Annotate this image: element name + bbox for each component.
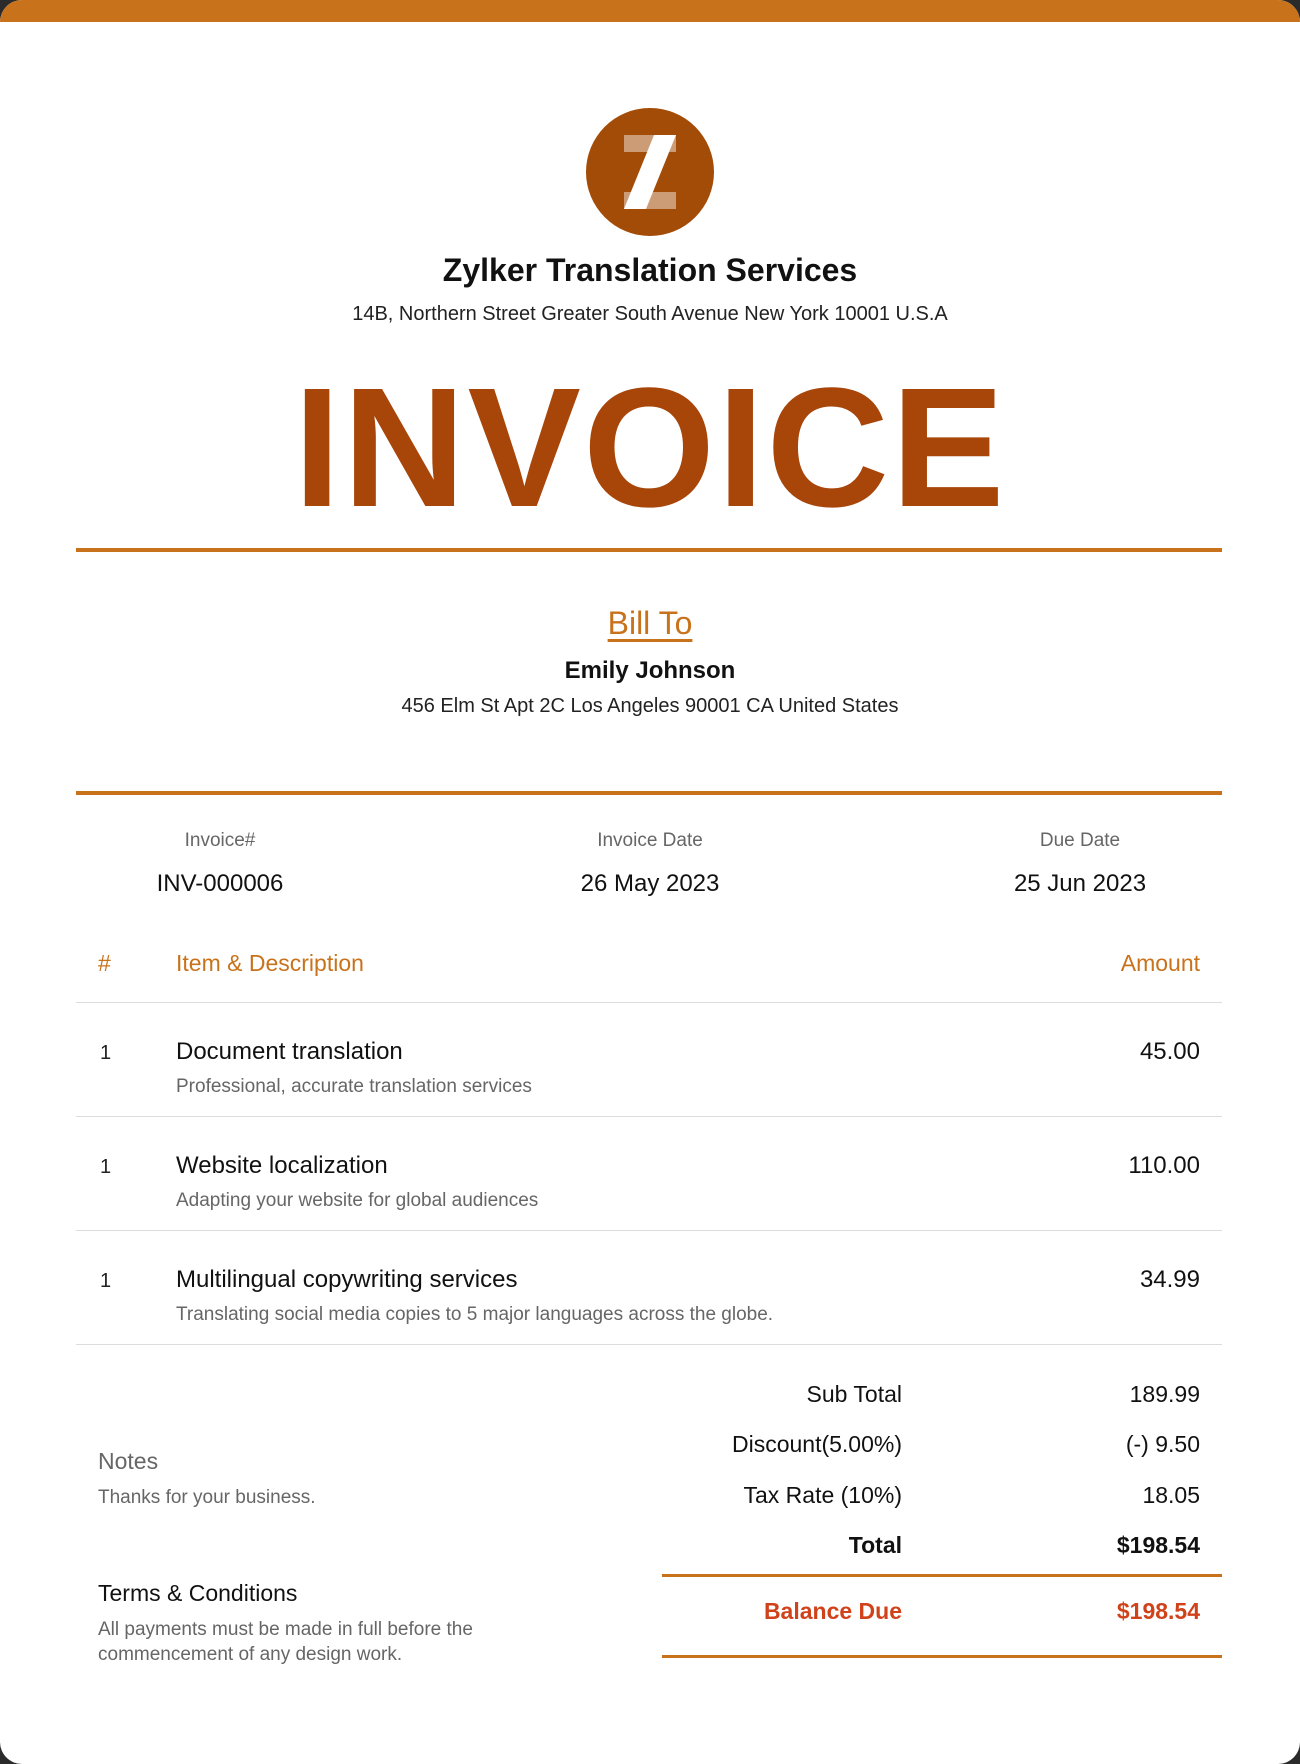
discount-label: Discount(5.00%) <box>731 1431 902 1457</box>
billing-divider <box>76 791 1222 795</box>
column-header-number: # <box>98 950 111 976</box>
due-date-label: Due Date <box>1039 830 1121 851</box>
item-amount: 45.00 <box>1139 1038 1200 1065</box>
item-name: Multilingual copywriting services <box>176 1266 518 1293</box>
terms-text: All payments must be made in full before the commencement of any design work. <box>98 1619 473 1665</box>
item-description: Translating social media copies to 5 major languages across the globe. <box>176 1304 774 1325</box>
balance-due-value: $198.54 <box>1116 1598 1200 1624</box>
sub-total-value: 189.99 <box>1129 1381 1200 1407</box>
item-name: Website localization <box>176 1152 388 1179</box>
bill-to-heading: Bill To <box>607 605 693 641</box>
title-divider <box>76 548 1222 552</box>
row-divider <box>76 1230 1222 1231</box>
items-table-header <box>0 950 1300 980</box>
row-divider <box>76 1116 1222 1117</box>
top-accent-bar <box>0 0 1300 22</box>
logo-glyph <box>586 108 714 236</box>
balance-top-rule <box>662 1574 1222 1577</box>
sub-total-row <box>600 1381 1200 1413</box>
discount-value: (-) 9.50 <box>1125 1431 1200 1457</box>
item-description: Professional, accurate translation services <box>176 1076 532 1097</box>
invoice-date-label: Invoice Date <box>597 830 703 851</box>
invoice-date-block <box>530 830 770 898</box>
table-row <box>0 1252 1300 1365</box>
balance-due-row <box>600 1598 1200 1630</box>
due-date-block <box>970 830 1190 898</box>
row-divider <box>76 1344 1222 1345</box>
invoice-number-label: Invoice# <box>184 830 256 851</box>
balance-bottom-rule <box>662 1655 1222 1658</box>
tax-label: Tax Rate (10%) <box>743 1482 902 1508</box>
invoice-number-block <box>120 830 320 898</box>
company-address: 14B, Northern Street Greater South Avenue New York 10001 U.S.A <box>352 303 948 325</box>
balance-due-label: Balance Due <box>763 1598 902 1624</box>
client-name: Emily Johnson <box>564 657 736 684</box>
item-quantity: 1 <box>100 1156 112 1178</box>
item-quantity: 1 <box>100 1042 112 1064</box>
item-amount: 34.99 <box>1139 1266 1200 1293</box>
total-row <box>600 1532 1200 1564</box>
tax-value: 18.05 <box>1142 1482 1200 1508</box>
total-label: Total <box>848 1532 902 1558</box>
table-header-divider <box>76 1002 1222 1003</box>
invoice-number: INV-000006 <box>156 870 284 897</box>
sub-total-label: Sub Total <box>806 1381 902 1407</box>
total-value: $198.54 <box>1116 1532 1200 1558</box>
table-row <box>0 1024 1300 1137</box>
table-row <box>0 1138 1300 1251</box>
due-date: 25 Jun 2023 <box>1013 870 1147 897</box>
client-address: 456 Elm St Apt 2C Los Angeles 90001 CA United States <box>401 695 899 717</box>
invoice-date: 26 May 2023 <box>580 870 720 897</box>
item-quantity: 1 <box>100 1270 112 1292</box>
column-header-amount: Amount <box>1120 950 1200 976</box>
column-header-description: Item & Description <box>176 950 364 976</box>
document-title: INVOICE <box>293 353 1007 543</box>
item-name: Document translation <box>176 1038 403 1065</box>
item-description: Adapting your website for global audiences <box>176 1190 539 1211</box>
company-name: Zylker Translation Services <box>442 252 858 288</box>
terms-heading: Terms & Conditions <box>98 1580 298 1606</box>
z-monogram-logo <box>586 108 714 236</box>
discount-row <box>600 1431 1200 1463</box>
notes-text: Thanks for your business. <box>98 1487 316 1508</box>
tax-row <box>600 1482 1200 1514</box>
notes-heading: Notes <box>98 1448 159 1474</box>
item-amount: 110.00 <box>1128 1152 1200 1179</box>
